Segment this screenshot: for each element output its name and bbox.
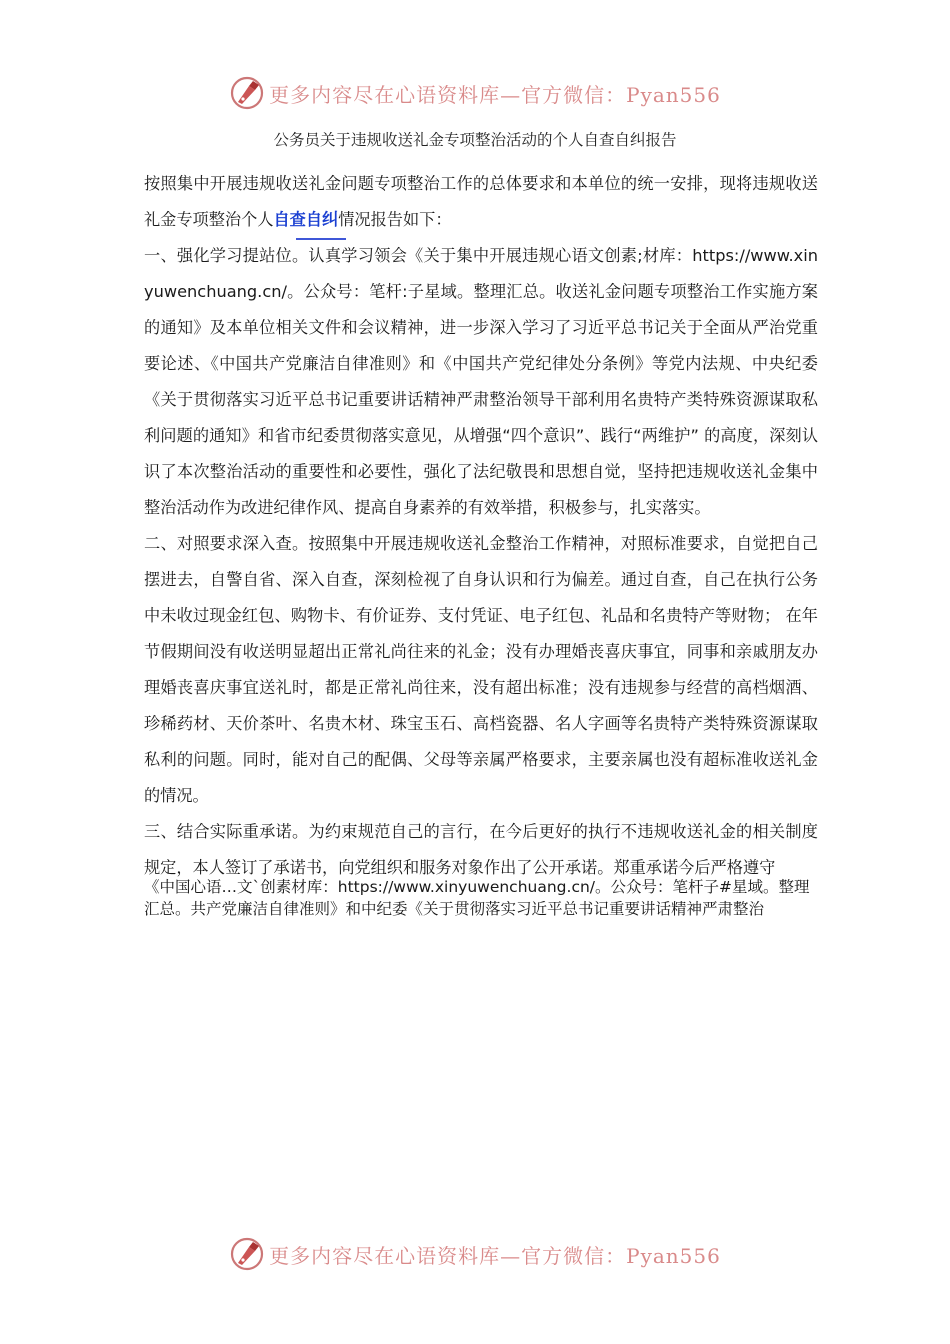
banner-text: 更多内容尽在心语资料库—官方微信：Pyan556 (269, 1243, 721, 1268)
section-3-paragraph: 三、结合实际重承诺。为约束规范自己的言行，在今后更好的执行不违规收送礼金的相关制度规定，本人签订了承诺书，向党组织和服务对象作出了公开承诺。郑重承诺今后严格遵守 (144, 822, 818, 877)
footer-banner (0, 1232, 950, 1276)
pen-nib-logo-icon (229, 75, 265, 111)
section-2-paragraph: 二、对照要求深入查。按照集中开展违规收送礼金整治工作精神，对照标准要求，自觉把自己摆进去，自警自省、深入自查，深刻检视了自身认识和行为偏差。通过自查，自己在执行公务中未收过现金红包、购物卡、有价证券、支付凭证、电子红包、礼品和名贵特产等财物； 在年节假期间没有收送明显超出正常礼尚往来的礼金；没有办理婚丧喜庆事宜，同事和亲戚朋友办理婚丧喜庆事宜送礼时，都是正常礼尚往来，没有超出标准；没有违规参与经营的高档烟酒、珍稀药材、天价茶叶、名贵木材、珠宝玉石、高档瓷器、名人字画等名贵特产类特殊资源谋取私利的问题。同时，能对自己的配偶、父母等亲属严格要求，主要亲属也没有超标准收送礼金的情况。 (144, 534, 818, 805)
intro-text-after: 情况报告如下： (338, 210, 452, 229)
pen-nib-logo-icon (229, 1236, 265, 1272)
banner-text: 更多内容尽在心语资料库—官方微信：Pyan556 (269, 82, 721, 107)
document-title: 公务员关于违规收送礼金专项整治活动的个人自查自纠报告 (273, 131, 677, 149)
header-banner (0, 71, 950, 115)
intro-text-before: 按照集中开展违规收送礼金问题专项整治工作的总体要求和本单位的统一安排，现将违规收送礼金专项整治个人 (144, 174, 818, 229)
section-1-paragraph: 一、强化学习提站位。认真学习领会《关于集中开展违规心语文创素;材库：https://www.xinyuwenchuang.cn/。公众号：笔杆:子星域。整理汇总。收送礼金问题专项整治工作实施方案的通知》及本单位相关文件和会议精神，进一步深入学习了习近平总书记关于全面从严治党重要论述、《中国共产党廉洁自律准则》和《中国共产党纪律处分条例》等党内法规、中央纪委《关于贯彻落实习近平总书记重要讲话精神严肃整治领导干部利用名贵特产类特殊资源谋取私利问题的通知》和省市纪委贯彻落实意见，从增强“四个意识”、践行“两维护” 的高度，深刻认识了本次整治活动的重要性和必要性，强化了法纪敬畏和思想自觉，坚持把违规收送礼金集中整治活动作为改进纪律作风、提高自身素养的有效举措，积极参与，扎实落实。 (144, 246, 818, 517)
document-body (144, 166, 818, 886)
self-check-link[interactable]: 自查自纠 (273, 210, 339, 229)
tail-paragraph: 《中国心语…文`创素材库：https://www.xinyuwenchuang.cn/。公众号：笔杆子#星域。整理汇总。共产党廉洁自律准则》和中纪委《关于贯彻落实习近平总书记重要讲话精神严肃整治 (144, 878, 810, 918)
intro-paragraph (144, 166, 818, 238)
